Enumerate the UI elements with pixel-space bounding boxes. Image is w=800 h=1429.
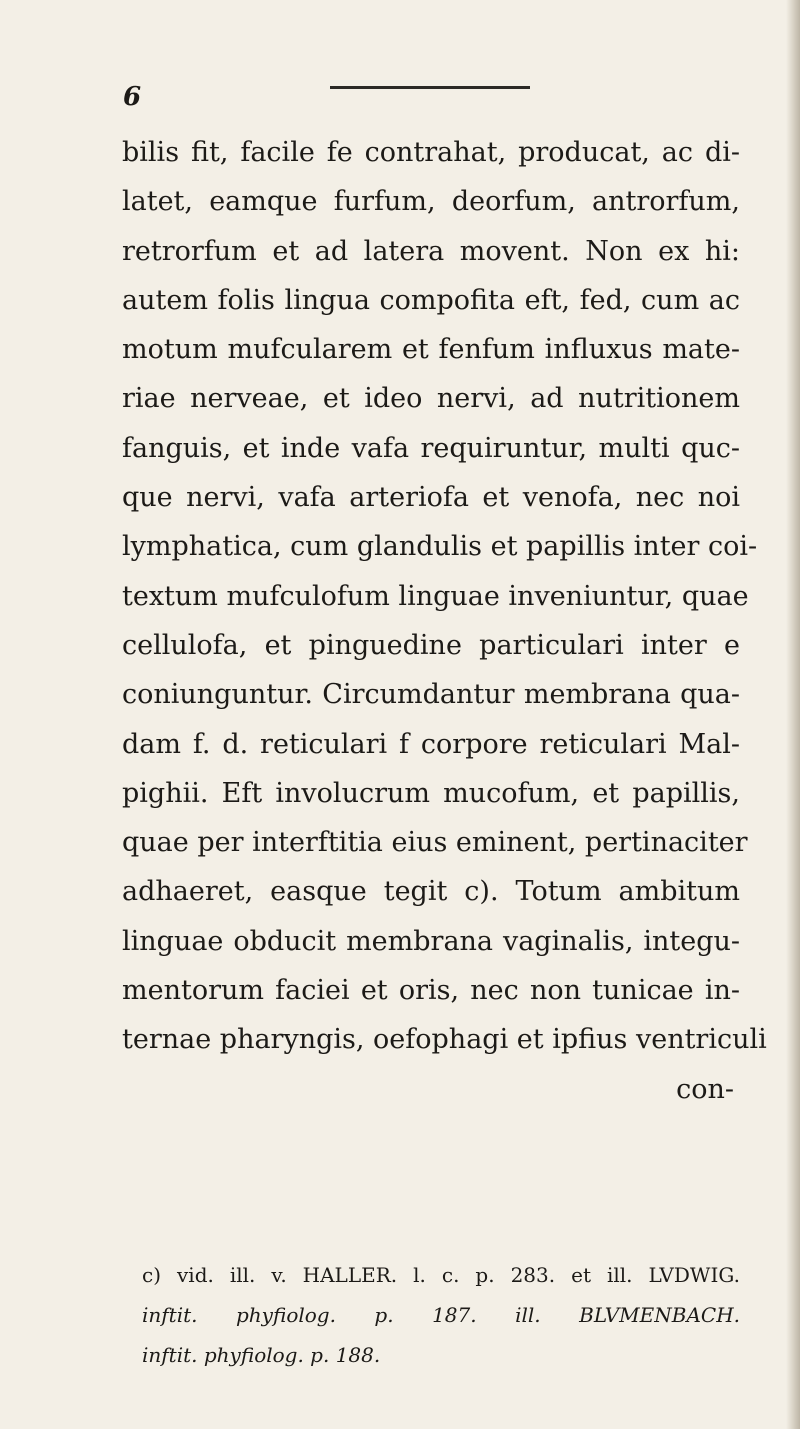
footnote-line: inftit. phyfiolog. p. 187. ill. BLVMENBACH. bbox=[142, 1303, 740, 1327]
text-line: ternae pharyngis, oefophagi et ipfius ventriculi bbox=[122, 1024, 767, 1056]
text-line: cellulofa, et pinguedine particulari inter e bbox=[122, 629, 740, 661]
text-line: dam f. d. reticulari f corpore reticulari Mal- bbox=[122, 728, 740, 760]
text-line: que nervi, vafa arteriofa et venofa, nec noi bbox=[122, 482, 740, 514]
text-line: mentorum faciei et oris, nec non tunicae in- bbox=[122, 975, 740, 1007]
text-line: motum mufcularem et fenfum influxus mate- bbox=[122, 334, 740, 366]
text-line: fanguis, et inde vafa requiruntur, multi quc- bbox=[122, 432, 740, 464]
footnote-line: c) vid. ill. v. HALLER. l. c. p. 283. et ill. LVDWIG. bbox=[142, 1263, 740, 1287]
header-rule bbox=[330, 86, 530, 89]
text-line: linguae obducit membrana vaginalis, integu- bbox=[122, 925, 740, 957]
text-line: lymphatica, cum glandulis et papillis inter coi- bbox=[122, 531, 758, 563]
text-line: adhaeret, easque tegit c). Totum ambitum bbox=[122, 876, 740, 908]
catchword: con- bbox=[676, 1073, 734, 1105]
text-line: pighii. Eft involucrum mucofum, et papillis, bbox=[122, 777, 740, 809]
text-line: autem folis lingua compofita eft, fed, cum ac bbox=[122, 284, 740, 316]
body-text bbox=[122, 128, 767, 1114]
footnote bbox=[142, 1255, 740, 1375]
page-edge-shadow bbox=[786, 0, 800, 1429]
text-line: coniunguntur. Circumdantur membrana qua- bbox=[122, 679, 740, 711]
text-line: quae per interftitia eius eminent, pertinaciter bbox=[122, 827, 748, 859]
text-line: riae nerveae, et ideo nervi, ad nutritionem bbox=[122, 383, 740, 415]
text-line: retrorfum et ad latera movent. Non ex hi: bbox=[122, 235, 740, 267]
page-number: 6 bbox=[123, 82, 142, 112]
text-line: textum mufculofum linguae inveniuntur, quae bbox=[122, 580, 749, 612]
text-line: latet, eamque furfum, deorfum, antrorfum, bbox=[122, 186, 740, 218]
text-line: bilis fit, facile fe contrahat, producat, ac di- bbox=[122, 137, 740, 168]
footnote-line: inftit. phyfiolog. p. 188. bbox=[142, 1343, 381, 1367]
